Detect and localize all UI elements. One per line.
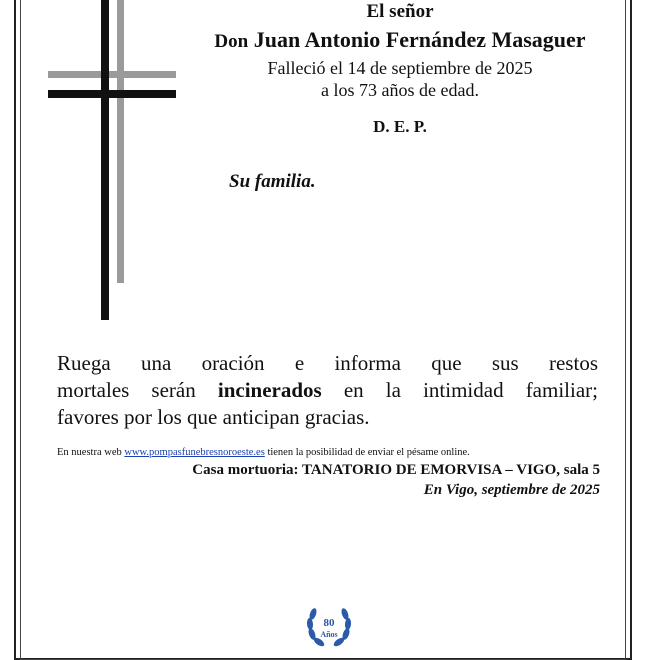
name-prefix: Don [214,31,249,52]
body-line-1: Ruega una oración e informa que sus restos [57,351,598,375]
laurel-wreath-icon [304,604,354,650]
body-line-3: favores por los que anticipan gracias. [57,405,370,429]
web-suffix: tienen la posibilidad de enviar el pésame online. [264,447,470,458]
full-name: Juan Antonio Fernández Masaguer [253,27,586,52]
badge-number: 80 [323,617,335,629]
rest-in-peace: D. E. P. [373,117,427,136]
family-signature: Su familia. [229,171,316,192]
mortuary: Casa mortuoria: TANATORIO DE EMORVISA – VIGO, sala 5 [192,462,600,478]
deceased-name [180,27,620,53]
incinerated-word: incinerados [217,378,322,402]
death-date: Falleció el 14 de septiembre de 2025 [267,58,533,78]
web-prefix: En nuestra web [57,447,125,458]
body-line-2-end: en la intimidad familiar; [321,378,598,402]
badge-label: Años [320,630,338,639]
web-link[interactable]: www.pompasfunebresnoroeste.es [124,447,265,458]
place-date: En Vigo, septiembre de 2025 [423,482,600,498]
body-text [57,350,598,431]
web-note [57,447,470,458]
age: a los 73 años de edad. [321,80,479,100]
body-line-2-start: mortales serán [57,378,218,402]
honorific: El señor [366,1,434,22]
body-line-2 [57,377,598,404]
